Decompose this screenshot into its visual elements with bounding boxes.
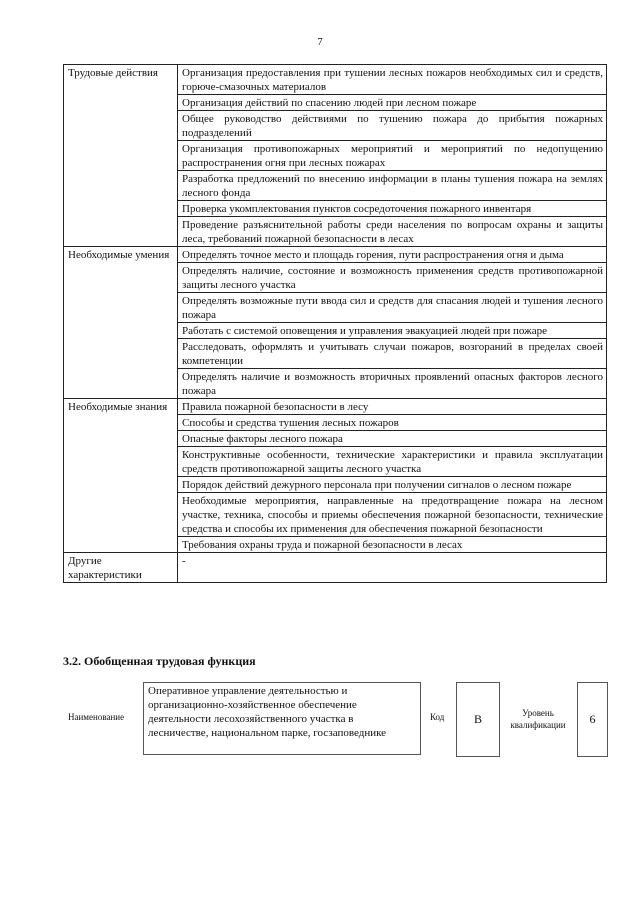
group-label: Необходимые знания (64, 399, 178, 553)
section-title: 3.2. Обобщенная трудовая функция (63, 654, 256, 668)
code-value-box: B (456, 682, 500, 757)
table-row (64, 399, 607, 415)
requirement-item: Необходимые мероприятия, направленные на предотвращение пожара на лесном участке, техника, способы и приемы обеспечения пожарной безопасности, технические средства и способы их применения для обеспечения пожарной безопасности (178, 493, 607, 537)
requirement-item: Организация действий по спасению людей при лесном пожаре (178, 95, 607, 111)
name-label: Наименование (68, 712, 125, 722)
page-number: 7 (317, 36, 323, 48)
requirement-item: Определять наличие и возможность вторичных проявлений опасных факторов лесного пожара (178, 369, 607, 399)
group-label: Необходимые умения (64, 247, 178, 399)
requirement-item: - (178, 553, 607, 583)
requirement-item: Опасные факторы лесного пожара (178, 431, 607, 447)
requirement-item: Порядок действий дежурного персонала при получении сигналов о лесном пожаре (178, 477, 607, 493)
requirement-item: Правила пожарной безопасности в лесу (178, 399, 607, 415)
requirement-item: Расследовать, оформлять и учитывать случаи пожаров, возгораний в пределах своей компетенции (178, 339, 607, 369)
group-label: Другие характеристики (64, 553, 178, 583)
name-value-box: Оперативное управление деятельностью и организационно-хозяйственное обеспечение деятельности лесохозяйственного участка в лесничестве, национальном парке, госзаповеднике (143, 682, 421, 755)
requirement-item: Конструктивные особенности, технические характеристики и правила эксплуатации средств противопожарной защиты лесного участка (178, 447, 607, 477)
requirements-table (63, 64, 607, 583)
requirement-item: Организация предоставления при тушении лесных пожаров необходимых сил и средств, горюче-смазочных материалов (178, 65, 607, 95)
requirement-item: Определять наличие, состояние и возможность применения средств противопожарной защиты лесного участка (178, 263, 607, 293)
requirement-item: Работать с системой оповещения и управления эвакуацией людей при пожаре (178, 323, 607, 339)
table-row (64, 65, 607, 95)
code-label: Код (430, 712, 445, 722)
qualification-level-box: 6 (577, 682, 608, 757)
group-label: Трудовые действия (64, 65, 178, 247)
requirement-item: Определять возможные пути ввода сил и средств для спасания людей и тушения лесного пожара (178, 293, 607, 323)
requirement-item: Организация противопожарных мероприятий и мероприятий по недопущению распространения огня при лесных пожарах (178, 141, 607, 171)
table-row (64, 247, 607, 263)
requirement-item: Способы и средства тушения лесных пожаров (178, 415, 607, 431)
qualification-level-label: Уровень квалификации (510, 708, 566, 730)
requirement-item: Определять точное место и площадь горения, пути распространения огня и дыма (178, 247, 607, 263)
requirement-item: Требования охраны труда и пожарной безопасности в лесах (178, 537, 607, 553)
requirement-item: Проведение разъяснительной работы среди населения по вопросам охраны и защиты леса, требований пожарной безопасности в лесах (178, 217, 607, 247)
requirement-item: Разработка предложений по внесению информации в планы тушения пожара на землях лесного фонда (178, 171, 607, 201)
requirement-item: Общее руководство действиями по тушению пожара до прибытия пожарных подразделений (178, 111, 607, 141)
requirement-item: Проверка укомплектования пунктов сосредоточения пожарного инвентаря (178, 201, 607, 217)
table-row (64, 553, 607, 583)
